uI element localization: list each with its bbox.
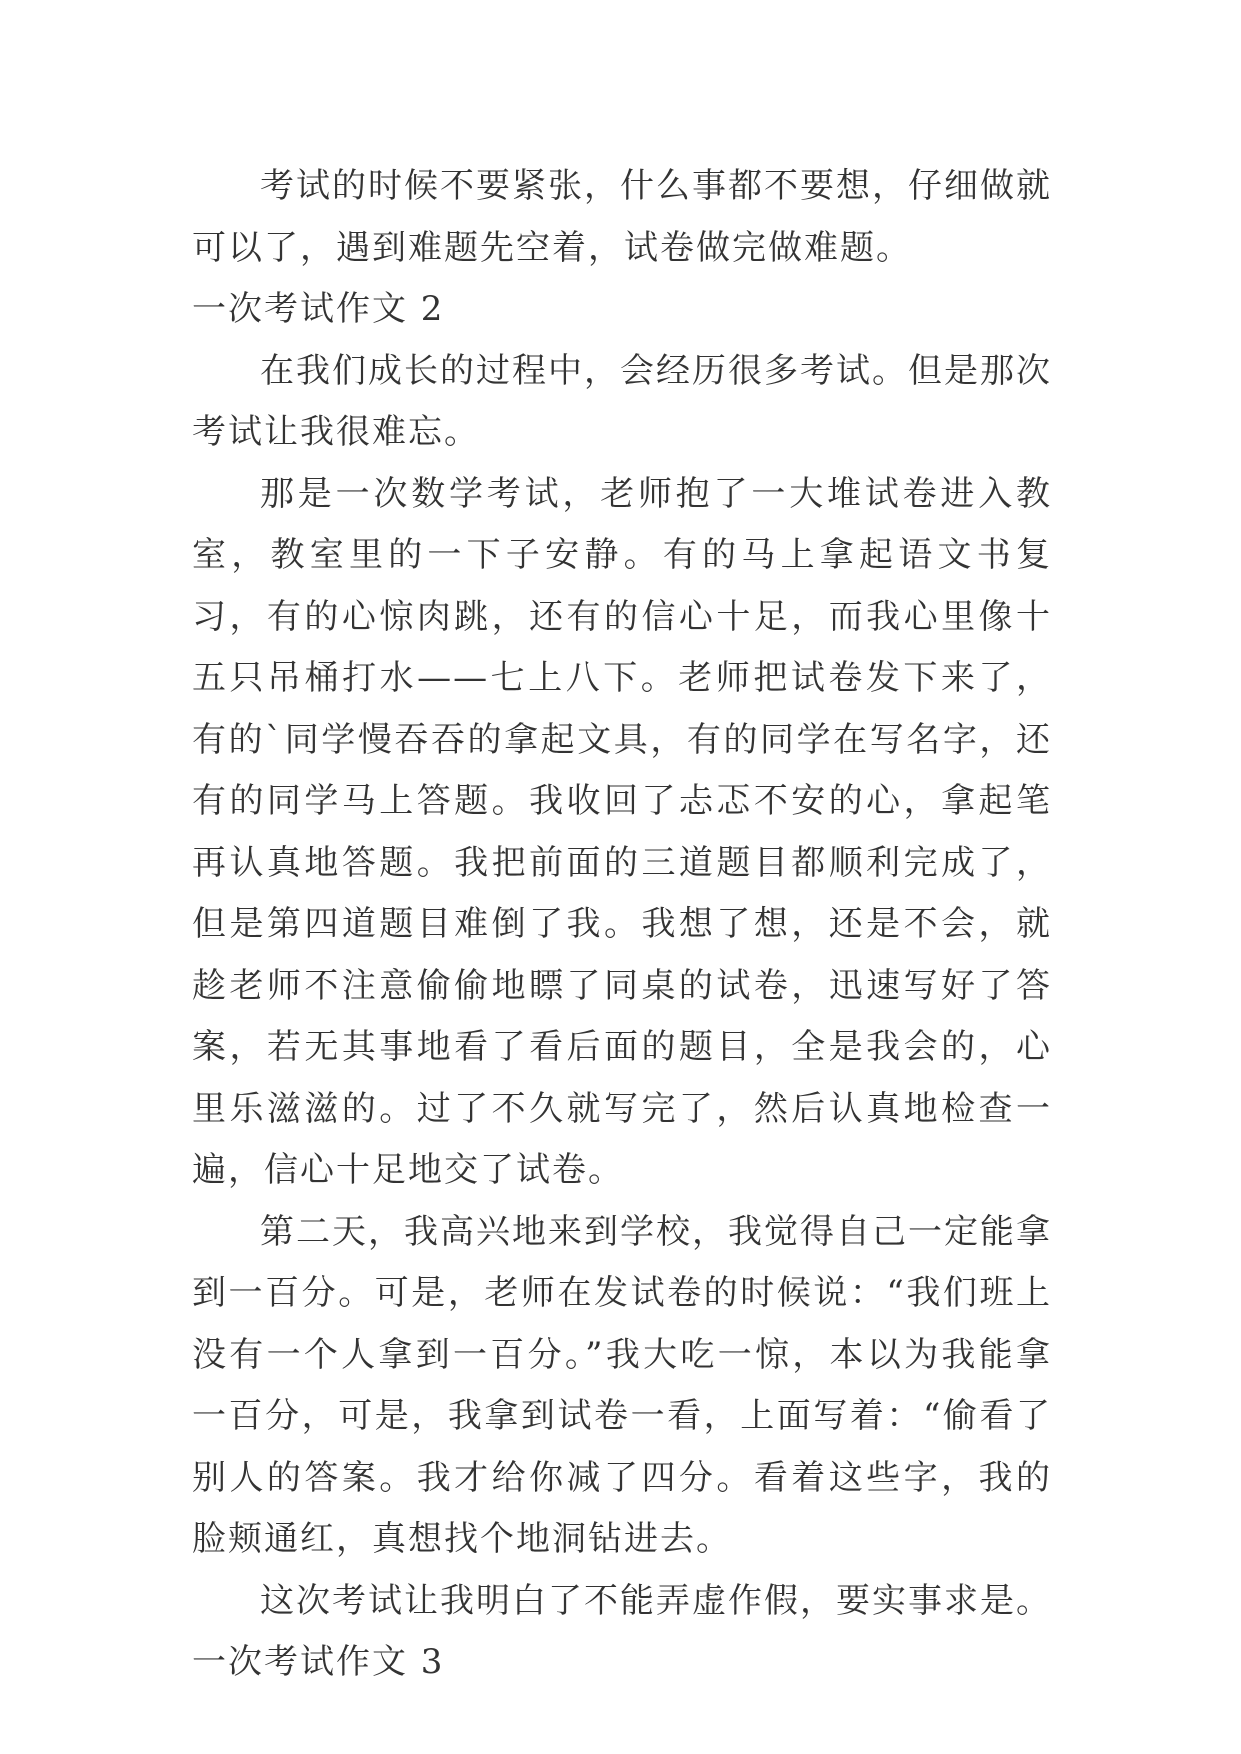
paragraph-advice: 考试的时候不要紧张，什么事都不要想，仔细做就可以了，遇到难题先空着，试卷做完做难题。	[192, 166, 1052, 268]
paragraph-intro: 在我们成长的过程中，会经历很多考试。但是那次考试让我很难忘。	[192, 350, 1052, 452]
section-heading-2: 一次考试作文 2	[192, 289, 445, 329]
paragraph-lesson: 这次考试让我明白了不能弄虚作假，要实事求是。	[260, 1580, 1052, 1621]
paragraph-next-day: 第二天，我高兴地来到学校，我觉得自己一定能拿到一百分。可是，老师在发试卷的时候说：“我们班上没有一个人拿到一百分。”我大吃一惊，本以为我能拿一百分，可是，我拿到试卷一看，上面写着：“偷看了别人的答案。我才给你减了四分。看着这些字，我的脸颊通红，真想找个地洞钻进去。	[192, 1211, 1052, 1559]
article-body	[192, 156, 1052, 1694]
paragraph-exam-story: 那是一次数学考试，老师抱了一大堆试卷进入教室，教室里的一下子安静。有的马上拿起语文书复习，有的心惊肉跳，还有的信心十足，而我心里像十五只吊桶打水——七上八下。老师把试卷发下来了，有的`同学慢吞吞的拿起文具，有的同学在写名字，还有的同学马上答题。我收回了忐忑不安的心，拿起笔再认真地答题。我把前面的三道题目都顺利完成了，但是第四道题目难倒了我。我想了想，还是不会，就趁老师不注意偷偷地瞟了同桌的试卷，迅速写好了答案，若无其事地看了看后面的题目，全是我会的，心里乐滋滋的。过了不久就写完了，然后认真地检查一遍，信心十足地交了试卷。	[192, 473, 1052, 1190]
section-heading-3: 一次考试作文 3	[192, 1642, 445, 1682]
